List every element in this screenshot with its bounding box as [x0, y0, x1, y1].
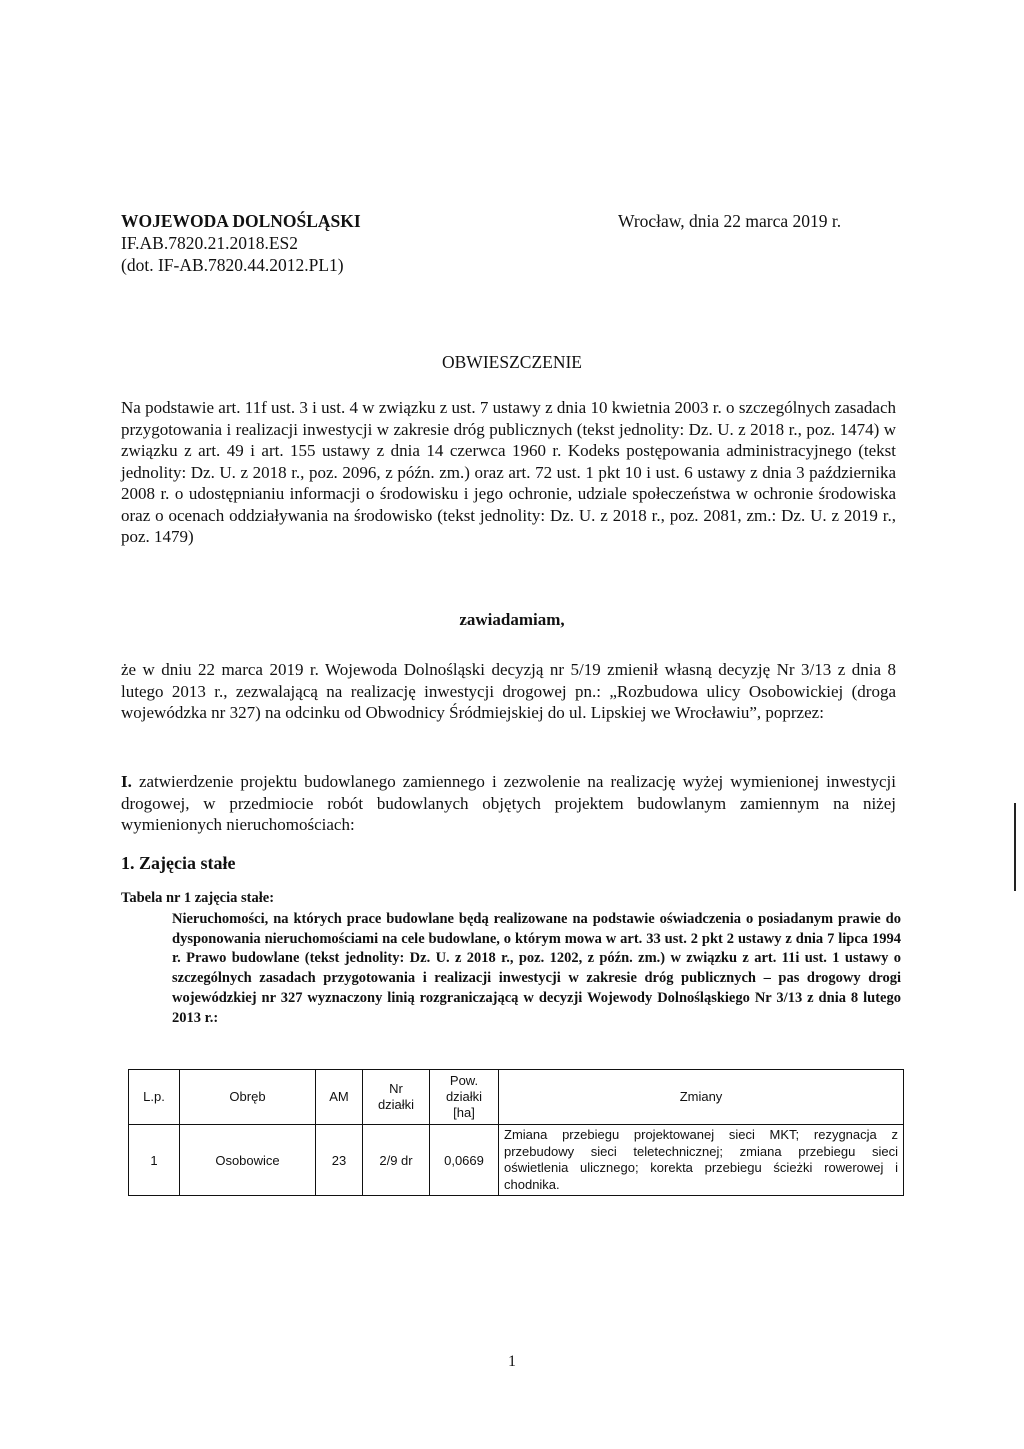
cell-zmiany: Zmiana przebiegu projektowanej sieci MKT; rezygnacja z przebudowy sieci teletechnicznej; zmiana przebiegu sieci oświetlenia ulicznego; korekta przebiegu ścieżki rowerowej i chodnika. — [499, 1125, 904, 1196]
cell-pow: 0,0669 — [430, 1125, 499, 1196]
decision-paragraph: że w dniu 22 marca 2019 r. Wojewoda Dolnośląski decyzją nr 5/19 zmienił własną decyzję Nr 3/13 z dnia 8 lutego 2013 r., zezwalającą na realizację inwestycji drogowej pn.: „Rozbudowa ulicy Osobowickiej (droga wojewódzka nr 327) na odcinku od Obwodnicy Śródmiejskiej do ul. Lipskiej we Wrocławiu”, poprzez: — [121, 660, 896, 722]
header-left — [121, 210, 361, 276]
table-row — [129, 1125, 904, 1196]
legal-basis-paragraph: Na podstawie art. 11f ust. 3 i ust. 4 w związku z ust. 7 ustawy z dnia 10 kwietnia 2003 r. o szczególnych zasadach przygotowania i realizacji inwestycji w zakresie dróg publicznych (tekst jednolity: Dz. U. z 2018 r., poz. 1474) w związku z art. 49 i art. 155 ustawy z dnia 14 czerwca 1960 r. Kodeks postępowania administracyjnego (tekst jednolity: Dz. U. z 2018 r., poz. 2096, z późn. zm.) oraz art. 72 ust. 1 pkt 10 i ust. 6 ustawy z dnia 3 października 2008 r. o udostępnianiu informacji o środowisku i jego ochronie, udziale społeczeństwa w ochronie środowiska oraz o ocenach oddziaływania na środowisko (tekst jednolity: Dz. U. z 2018 r., poz. 2081, zm.: Dz. U. z 2019 r., poz. 1479) — [121, 398, 896, 546]
page-number: 1 — [508, 1353, 516, 1370]
section-heading: 1. Zajęcia stałe — [121, 853, 236, 873]
header-pow-line3: [ha] — [453, 1105, 475, 1120]
header-pow-line2: działki — [445, 1089, 483, 1104]
header-pow-dzialki — [430, 1070, 499, 1125]
notify-heading: zawiadamiam, — [459, 610, 565, 629]
table-description: Nieruchomości, na których prace budowlane będą realizowane na podstawie oświadczenia o posiadanym prawie do dysponowania nieruchomościami na cele budowlane, o którym mowa w art. 33 ust. 2 pkt 2 ustawy z dnia 7 lipca 1994 r. Prawo budowlane (tekst jednolity: Dz. U. z 2018 r., poz. 1202, z późn. zm.) w związku z art. 11i ust. 1 ustawy o szczególnych zasadach przygotowania i realizacji inwestycji w zakresie dróg publicznych – pas drogowy drogi wojewódzkiej nr 327 wyznaczony linią rozgraniczającą w decyzji Wojewody Dolnośląskiego Nr 3/13 z dnia 8 lutego 2013 r.: — [172, 911, 901, 1026]
margin-change-bar — [1014, 803, 1016, 891]
header-lp: L.p. — [129, 1070, 180, 1125]
case-reference: IF.AB.7820.21.2018.ES2 — [121, 233, 299, 253]
table-caption: Tabela nr 1 zajęcia stałe: — [121, 890, 275, 906]
cell-obreb: Osobowice — [180, 1125, 316, 1196]
header-am: AM — [316, 1070, 363, 1125]
header-obreb: Obręb — [180, 1070, 316, 1125]
cell-am: 23 — [316, 1125, 363, 1196]
header-nr-dzialki — [363, 1070, 430, 1125]
header-nr-line1: Nr — [389, 1081, 403, 1096]
header-nr-line2: działki — [377, 1097, 415, 1112]
issuing-office: WOJEWODA DOLNOŚLĄSKI — [121, 211, 361, 231]
parcels-table — [128, 1069, 904, 1196]
point-one-paragraph — [121, 771, 896, 836]
point-text: zatwierdzenie projektu budowlanego zamiennego i zezwolenie na realizację wyżej wymienionej inwestycji drogowej, w przedmiocie robót budowlanych objętych projektem budowlanym zamiennym na niżej wymienionych nieruchomościach: — [121, 772, 896, 834]
point-marker: I. — [121, 772, 132, 791]
related-reference: (dot. IF-AB.7820.44.2012.PL1) — [121, 255, 344, 275]
cell-nr: 2/9 dr — [363, 1125, 430, 1196]
document-title: OBWIESZCZENIE — [442, 352, 582, 372]
place-and-date: Wrocław, dnia 22 marca 2019 r. — [618, 211, 842, 231]
header-zmiany: Zmiany — [499, 1070, 904, 1125]
header-pow-line1: Pow. — [449, 1073, 479, 1088]
table-header-row — [129, 1070, 904, 1125]
cell-lp: 1 — [129, 1125, 180, 1196]
